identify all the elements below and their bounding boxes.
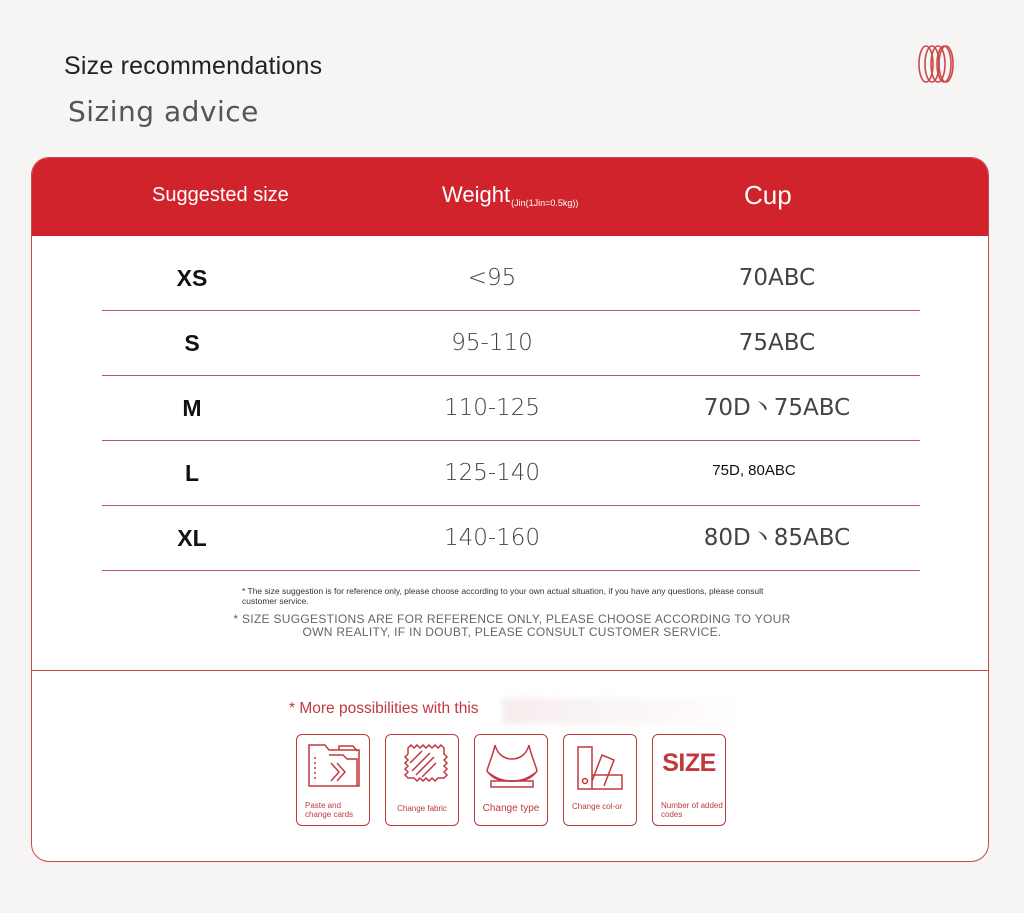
page-title: Size recommendations [64, 52, 323, 80]
table-row [102, 376, 920, 441]
section-divider [32, 670, 988, 671]
row-weight: <95 [467, 265, 517, 291]
header-suggested-size: Suggested size [152, 184, 289, 206]
option-label: Number of added codes [661, 801, 723, 819]
option-label: Change type [482, 803, 540, 814]
more-possibilities-label: * More possibilities with this [289, 700, 479, 717]
table-row [102, 246, 920, 311]
header-weight [442, 158, 578, 236]
fabric-icon [394, 741, 452, 793]
size-chart-card [31, 157, 989, 862]
option-added-codes [652, 734, 726, 826]
option-label: Change fabric [397, 804, 447, 813]
bra-top-icon [483, 741, 541, 793]
rings-icon [915, 44, 957, 84]
row-cup: 70ABC [738, 265, 816, 291]
row-weight: 140-160 [443, 525, 541, 551]
row-weight: 95-110 [451, 330, 533, 356]
size-icon: SIZE [662, 749, 716, 777]
table-row [102, 441, 920, 506]
option-label: Paste and change cards [305, 801, 354, 819]
row-size: S [184, 330, 200, 356]
disclaimer-note-uppercase: * SIZE SUGGESTIONS ARE FOR REFERENCE ONLY, PLEASE CHOOSE ACCORDING TO YOUR OWN REALITY, IF IN DOUBT, PLEASE CONSULT CUSTOMER SERVICE. [233, 612, 791, 639]
row-cup: 70D丶75ABC [703, 395, 851, 421]
disclaimer-note: * The size suggestion is for reference only, please choose according to your own actual situation, if you have any questions, please consult customer service. [242, 586, 764, 606]
cards-icon [305, 741, 363, 793]
row-size: M [182, 395, 202, 421]
row-cup: 80D丶85ABC [703, 525, 851, 551]
header-weight-note: (Jin(1Jin=0.5kg)) [511, 198, 579, 208]
row-cup: 75ABC [738, 330, 816, 356]
header-cup: Cup [744, 180, 792, 210]
row-size: XS [176, 265, 208, 291]
option-change-cards [296, 734, 370, 826]
table-row [102, 506, 920, 571]
option-change-type [474, 734, 548, 826]
option-change-color [563, 734, 637, 826]
row-weight: 110-125 [443, 395, 541, 421]
table-header [32, 158, 988, 236]
option-change-fabric [385, 734, 459, 826]
color-swatch-icon [572, 741, 630, 793]
table-row [102, 311, 920, 376]
page-subtitle: Sizing advice [68, 95, 259, 128]
row-cup: 75D, 80ABC [712, 462, 796, 479]
row-weight: 125-140 [443, 460, 541, 486]
row-size: L [184, 460, 200, 486]
option-label: Change col-or [572, 802, 623, 811]
row-size: XL [177, 525, 207, 551]
blurred-text [502, 698, 732, 724]
header-weight-label: Weight [442, 182, 511, 207]
